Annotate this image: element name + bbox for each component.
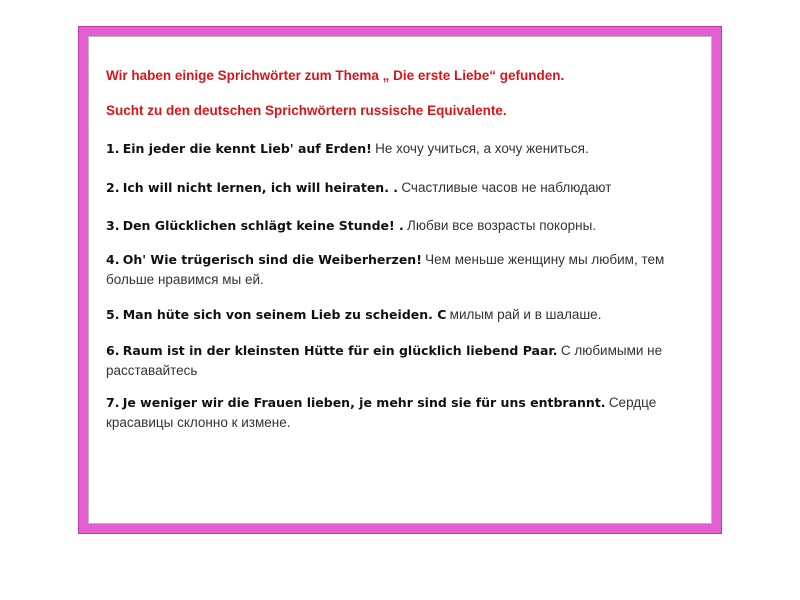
slide-frame [78,26,722,534]
proverb-number: 2. [106,180,120,195]
proverb-item [106,216,696,236]
proverb-item [106,341,696,381]
proverb-german: Oh' Wie trügerisch sind die Weiberherzen! [122,252,422,267]
proverb-item [106,139,696,159]
proverb-russian: Сердце красавицы склонно к измене. [106,395,657,430]
proverb-russian: Любви все возрасты покорны. [407,218,597,233]
proverb-german: Man hüte sich von seinem Lieb zu scheiden. С [122,307,447,322]
proverb-item [106,393,696,433]
proverb-russian: Не хочу учиться, а хочу жениться. [375,141,589,156]
proverb-german: Ein jeder die kennt Lieb' auf Erden! [122,141,372,156]
slide-instruction: Sucht zu den deutschen Sprichwörtern russische Equivalente. [106,103,507,118]
proverb-russian: Счастливые часов не наблюдают [401,180,612,195]
slide-panel [88,36,712,524]
proverb-german: Ich will nicht lernen, ich will heiraten. . [122,180,399,195]
proverb-item [106,305,696,325]
proverb-item [106,178,696,198]
slide-title: Wir haben einige Sprichwörter zum Thema „ Die erste Liebe“ gefunden. [106,68,565,83]
proverb-number: 4. [106,252,120,267]
proverb-russian: Чем меньше женщину мы любим, тем больше нравимся мы ей. [106,252,665,287]
proverb-number: 7. [106,395,120,410]
proverb-german: Je weniger wir die Frauen lieben, je mehr sind sie für uns entbrannt. [122,395,606,410]
proverb-german: Den Glücklichen schlägt keine Stunde! . [122,218,404,233]
proverb-german: Raum ist in der kleinsten Hütte für ein glücklich liebend Paar. [122,343,558,358]
proverb-number: 1. [106,141,120,156]
proverb-number: 3. [106,218,120,233]
proverb-item [106,250,696,290]
slide-content [106,67,696,433]
proverb-number: 6. [106,343,120,358]
proverb-russian: С любимыми не расставайтесь [106,343,663,378]
proverb-number: 5. [106,307,120,322]
proverb-russian: милым рай и в шалаше. [449,307,602,322]
